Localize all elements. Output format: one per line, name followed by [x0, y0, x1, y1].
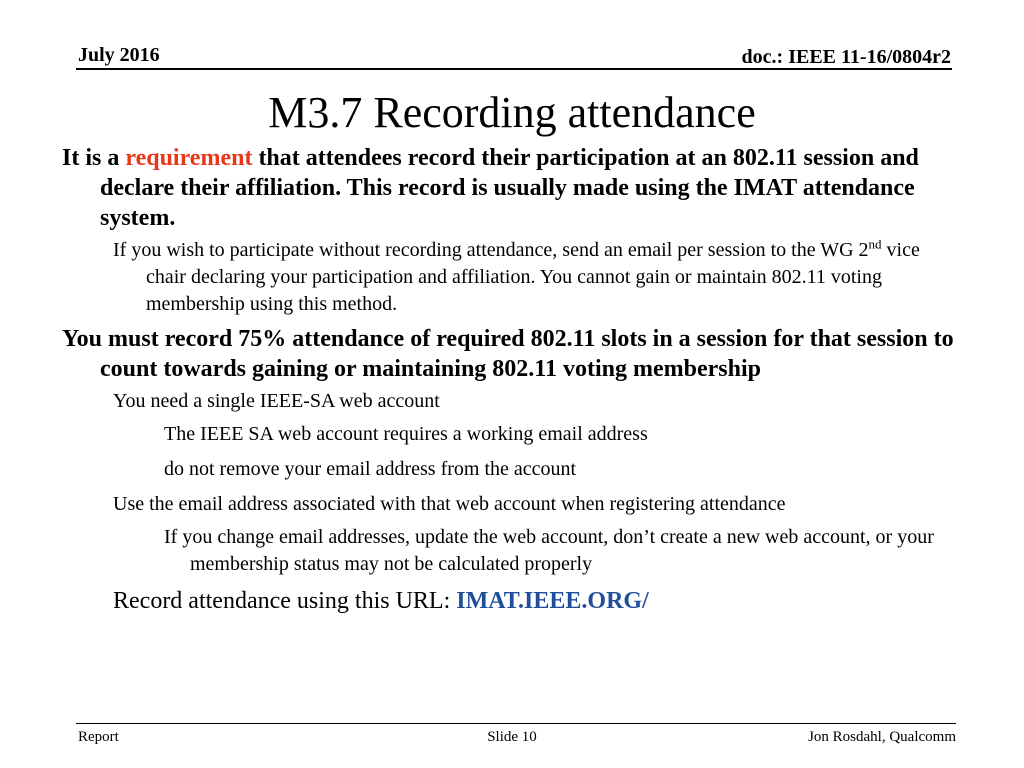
slide-title: M3.7 Recording attendance	[268, 88, 756, 137]
bullet-requirement-post: that attendees record their participation at an 802.11 session and declare their affiliation. This record is usually made using the IMAT attendance system.	[100, 145, 919, 231]
ordinal-superscript: nd	[868, 236, 882, 252]
footer-rule	[76, 723, 956, 724]
footer-report: Report	[78, 729, 119, 745]
bullet-requirement-pre: It is a	[62, 145, 126, 171]
slide-body	[62, 143, 962, 622]
bullet-use-email: Use the email address associated with that web account when registering attendance	[113, 493, 786, 515]
header-date: July 2016	[78, 44, 160, 66]
header-rule	[76, 68, 952, 70]
footer-slide-number: Slide 10	[487, 729, 537, 745]
bullet-attendance-75: You must record 75% attendance of required 802.11 slots in a session for that session to count towards gaining or maintaining 802.11 voting membership	[62, 326, 954, 382]
imat-url-link[interactable]: IMAT.IEEE.ORG/	[456, 588, 649, 614]
bullet-email-alternative-post: vice chair declaring your participation and affiliation. You cannot gain or maintain 802.11 voting membership using this method.	[146, 239, 920, 315]
bullet-email-alternative	[62, 237, 962, 318]
footer-author: Jon Rosdahl, Qualcomm	[808, 729, 956, 745]
bullet-keep-email: do not remove your email address from the account	[164, 458, 577, 480]
bullet-web-account: You need a single IEEE-SA web account	[113, 390, 440, 412]
bullet-record-url	[62, 586, 962, 616]
bullet-web-account-email: The IEEE SA web account requires a working email address	[164, 423, 648, 445]
header-doc-id: doc.: IEEE 11-16/0804r2	[741, 46, 951, 68]
bullet-requirement	[62, 143, 962, 233]
requirement-highlight: requirement	[125, 145, 253, 171]
bullet-change-email: If you change email addresses, update the web account, don’t create a new web account, or your membership status may not be calculated properly	[164, 526, 934, 575]
bullet-email-alternative-pre: If you wish to participate without recording attendance, send an email per session to the WG 2	[113, 239, 869, 261]
record-url-label: Record attendance using this URL:	[113, 588, 457, 614]
